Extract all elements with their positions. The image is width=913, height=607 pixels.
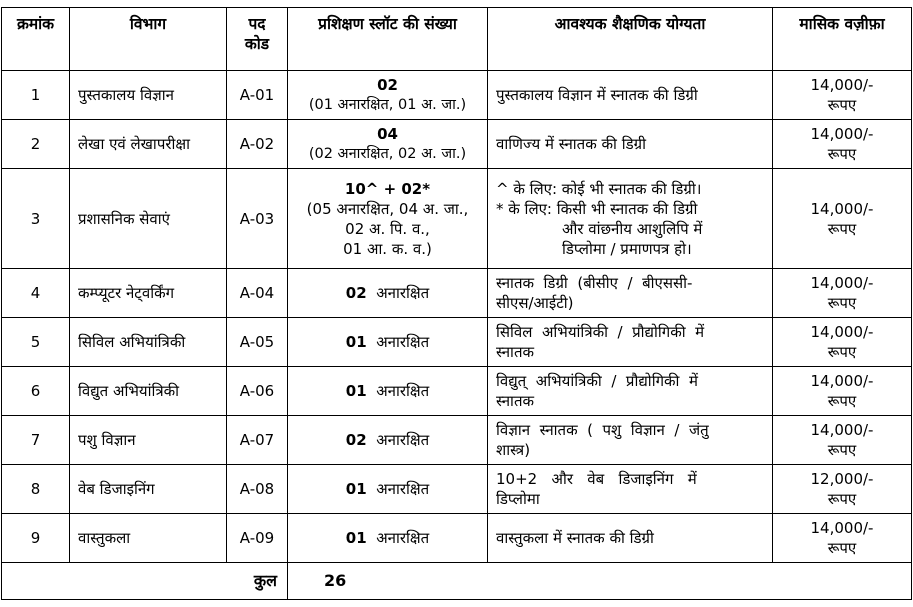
slot-detail: (02 अनारक्षित, 02 अ. जा.) bbox=[308, 146, 467, 162]
cell-serial: 1 bbox=[2, 71, 70, 120]
qualification-line2: शास्त्र) bbox=[496, 441, 531, 459]
cell-serial: 3 bbox=[2, 169, 70, 269]
cell-serial: 9 bbox=[2, 514, 70, 563]
stipend-amount: 14,000/- bbox=[810, 76, 874, 94]
slot-count: 02 bbox=[345, 284, 367, 302]
cell-code: A-09 bbox=[227, 514, 288, 563]
stipend-amount: 14,000/- bbox=[810, 323, 874, 341]
cell-qualification bbox=[488, 465, 773, 514]
cell-code: A-04 bbox=[227, 269, 288, 318]
cell-stipend bbox=[773, 367, 912, 416]
cell-qualification bbox=[488, 367, 773, 416]
cell-department: कम्प्यूटर नेट्वर्किंग bbox=[70, 269, 227, 318]
stipend-amount: 14,000/- bbox=[810, 274, 874, 292]
cell-qualification: पुस्तकालय विज्ञान में स्नातक की डिग्री bbox=[488, 71, 773, 120]
cell-qualification: वाणिज्य में स्नातक की डिग्री bbox=[488, 120, 773, 169]
cell-department: प्रशासनिक सेवाएं bbox=[70, 169, 227, 269]
cell-stipend bbox=[773, 416, 912, 465]
cell-stipend bbox=[773, 465, 912, 514]
table-row bbox=[2, 465, 912, 514]
cell-code: A-05 bbox=[227, 318, 288, 367]
cell-serial: 5 bbox=[2, 318, 70, 367]
cell-stipend bbox=[773, 318, 912, 367]
cell-qualification bbox=[488, 269, 773, 318]
cell-department: लेखा एवं लेखापरीक्षा bbox=[70, 120, 227, 169]
cell-serial: 2 bbox=[2, 120, 70, 169]
slot-count: 10^ + 02* bbox=[344, 179, 431, 198]
header-department: विभाग bbox=[70, 8, 227, 71]
cell-slots bbox=[288, 416, 488, 465]
table-row bbox=[2, 416, 912, 465]
cell-stipend bbox=[773, 269, 912, 318]
stipend-unit: रूपए bbox=[827, 96, 857, 114]
cell-department: सिविल अभियांत्रिकी bbox=[70, 318, 227, 367]
cell-department: वेब डिजाइनिंग bbox=[70, 465, 227, 514]
cell-code: A-01 bbox=[227, 71, 288, 120]
qualification-line2: स्नातक bbox=[496, 392, 535, 410]
total-row bbox=[2, 563, 912, 600]
slot-detail: अनारक्षित bbox=[376, 480, 430, 498]
header-post-code-line2: कोड bbox=[244, 35, 270, 53]
cell-slots bbox=[288, 269, 488, 318]
stipend-unit: रूपए bbox=[827, 441, 857, 459]
cell-serial: 6 bbox=[2, 367, 70, 416]
stipend-unit: रूपए bbox=[827, 343, 857, 361]
cell-stipend bbox=[773, 120, 912, 169]
stipend-amount: 14,000/- bbox=[810, 372, 874, 390]
qualification-line1: विद्युत् अभियांत्रिकी / प्रौद्योगिकी में bbox=[496, 372, 698, 390]
cell-code: A-07 bbox=[227, 416, 288, 465]
table-row bbox=[2, 120, 912, 169]
slot-detail: (01 अनारक्षित, 01 अ. जा.) bbox=[308, 97, 467, 113]
cell-department: विद्युत अभियांत्रिकी bbox=[70, 367, 227, 416]
qualification-line4: डिप्लोमा / प्रमाणपत्र हो। bbox=[562, 239, 692, 258]
stipend-unit: रूपए bbox=[827, 539, 857, 557]
header-stipend: मासिक वज़ीफ़ा bbox=[773, 8, 912, 71]
cell-code: A-02 bbox=[227, 120, 288, 169]
header-post-code bbox=[227, 8, 288, 71]
table-row bbox=[2, 318, 912, 367]
slot-detail-line2: 02 अ. पि. व., bbox=[345, 219, 430, 238]
table-row bbox=[2, 71, 912, 120]
cell-code: A-08 bbox=[227, 465, 288, 514]
cell-slots bbox=[288, 120, 488, 169]
cell-serial: 4 bbox=[2, 269, 70, 318]
header-qualification: आवश्यक शैक्षणिक योग्यता bbox=[488, 8, 773, 71]
qualification-line1: ^ के लिए: कोई भी स्नातक की डिग्री। bbox=[496, 179, 702, 198]
cell-serial: 7 bbox=[2, 416, 70, 465]
qualification-line2: सीएस/आईटी) bbox=[496, 294, 574, 312]
cell-stipend bbox=[773, 169, 912, 269]
slot-detail-line3: 01 आ. क. व.) bbox=[343, 239, 432, 258]
slot-count: 02 bbox=[377, 76, 398, 94]
cell-slots bbox=[288, 71, 488, 120]
cell-slots bbox=[288, 367, 488, 416]
slot-detail: अनारक्षित bbox=[376, 529, 430, 547]
qualification-line2: डिप्लोमा bbox=[496, 490, 540, 508]
cell-stipend bbox=[773, 514, 912, 563]
stipend-amount: 12,000/- bbox=[810, 470, 874, 488]
qualification-line1: 10+2 और वेब डिजाइनिंग में bbox=[496, 470, 697, 488]
slot-count: 01 bbox=[345, 529, 367, 547]
cell-department: पशु विज्ञान bbox=[70, 416, 227, 465]
slot-detail: अनारक्षित bbox=[376, 382, 430, 400]
header-slots: प्रशिक्षण स्लॉट की संख्या bbox=[288, 8, 488, 71]
qualification-line2: * के लिए: किसी भी स्नातक की डिग्री bbox=[496, 199, 698, 218]
stipend-amount: 14,000/- bbox=[810, 519, 874, 537]
qualification-line3: और वांछनीय आशुलिपि में bbox=[562, 219, 703, 238]
stipend-unit: रूपए bbox=[827, 219, 857, 238]
qualification-line1: विज्ञान स्नातक ( पशु विज्ञान / जंतु bbox=[496, 421, 709, 439]
cell-slots bbox=[288, 169, 488, 269]
stipend-unit: रूपए bbox=[827, 294, 857, 312]
table-row bbox=[2, 514, 912, 563]
slot-detail: अनारक्षित bbox=[376, 284, 430, 302]
slot-count: 02 bbox=[345, 431, 367, 449]
stipend-unit: रूपए bbox=[827, 392, 857, 410]
cell-stipend bbox=[773, 71, 912, 120]
slot-count: 01 bbox=[345, 480, 367, 498]
cell-qualification bbox=[488, 169, 773, 269]
stipend-unit: रूपए bbox=[827, 145, 857, 163]
cell-department: पुस्तकालय विज्ञान bbox=[70, 71, 227, 120]
slot-detail: अनारक्षित bbox=[376, 333, 430, 351]
slot-count: 01 bbox=[345, 333, 367, 351]
cell-code: A-03 bbox=[227, 169, 288, 269]
cell-slots bbox=[288, 514, 488, 563]
cell-slots bbox=[288, 318, 488, 367]
cell-serial: 8 bbox=[2, 465, 70, 514]
table-row bbox=[2, 269, 912, 318]
cell-code: A-06 bbox=[227, 367, 288, 416]
stipend-amount: 14,000/- bbox=[810, 125, 874, 143]
table-row bbox=[2, 169, 912, 269]
qualification-line1: सिविल अभियांत्रिकी / प्रौद्योगिकी में bbox=[496, 323, 705, 341]
slot-count: 01 bbox=[345, 382, 367, 400]
table-row bbox=[2, 367, 912, 416]
cell-qualification: वास्तुकला में स्नातक की डिग्री bbox=[488, 514, 773, 563]
slot-count: 04 bbox=[377, 125, 398, 143]
slot-detail-line1: (05 अनारक्षित, 04 अ. जा., bbox=[306, 199, 469, 218]
cell-slots bbox=[288, 465, 488, 514]
stipend-amount: 14,000/- bbox=[810, 199, 874, 218]
slot-detail: अनारक्षित bbox=[376, 431, 430, 449]
header-serial: क्रमांक bbox=[2, 8, 70, 71]
stipend-amount: 14,000/- bbox=[810, 421, 874, 439]
header-row bbox=[2, 8, 912, 71]
qualification-line1: स्नातक डिग्री (बीसीए / बीएससी- bbox=[496, 274, 693, 292]
apprenticeship-table bbox=[1, 7, 912, 600]
cell-qualification bbox=[488, 318, 773, 367]
qualification-line2: स्नातक bbox=[496, 343, 535, 361]
stipend-unit: रूपए bbox=[827, 490, 857, 508]
total-value: 26 bbox=[288, 563, 912, 600]
cell-qualification bbox=[488, 416, 773, 465]
cell-department: वास्तुकला bbox=[70, 514, 227, 563]
header-post-code-line1: पद bbox=[248, 15, 266, 33]
total-label: कुल bbox=[2, 563, 288, 600]
